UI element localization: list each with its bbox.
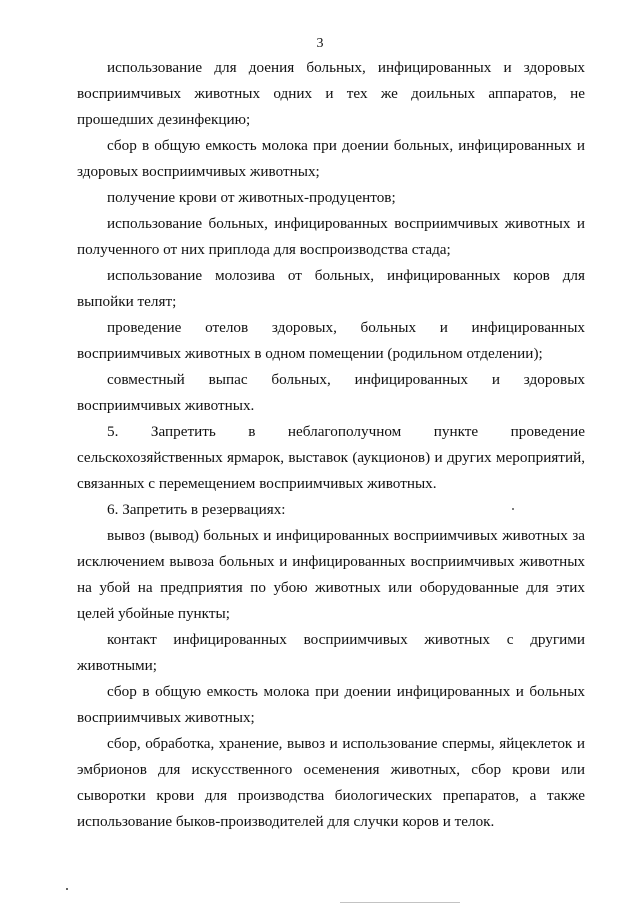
paragraph-colostrum: использование молозива от больных, инфицированных коров для выпойки телят; [77, 267, 585, 310]
paragraph-milking-equipment: использование для доения больных, инфицированных и здоровых восприимчивых животных одних и тех же доильных аппаратов, не прошедших дезинфекцию; [77, 59, 585, 128]
paragraph-contact: контакт инфицированных восприимчивых животных с другими животными; [77, 631, 585, 674]
paragraph-semen-embryos: сбор, обработка, хранение, вывоз и использование спермы, яйцеклеток и эмбрионов для искусственного осеменения животных, сбор крови или сыворотки крови для производства биологических препаратов, а также использование быков-производителей для случки коров и телок. [77, 735, 585, 830]
scan-speck [512, 508, 514, 510]
paragraph-milk-collection: сбор в общую емкость молока при доении больных, инфицированных и здоровых восприимчивых животных; [77, 137, 585, 180]
paragraph-herd-reproduction: использование больных, инфицированных восприимчивых животных и полученного от них приплода для воспроизводства стада; [77, 215, 585, 258]
paragraph-removal-animals: вывоз (вывод) больных и инфицированных восприимчивых животных за исключением вывоза больных и инфицированных восприимчивых животных на убой на предприятия по убою животных или оборудованные для этих целей убойные пункты; [77, 527, 585, 622]
paragraph-item-6-heading: 6. Запретить в резервациях: [107, 501, 286, 518]
scan-speck [66, 888, 68, 890]
page-number: 3 [316, 36, 324, 51]
paragraph-joint-grazing: совместный выпас больных, инфицированных и здоровых восприимчивых животных. [77, 371, 585, 414]
document-body [77, 55, 585, 835]
paragraph-item-5-fairs: 5. Запретить в неблагополучном пункте проведение сельскохозяйственных ярмарок, выставок (аукционов) и других мероприятий, связанных с перемещением восприимчивых животных. [77, 423, 585, 492]
paragraph-calving: проведение отелов здоровых, больных и инфицированных восприимчивых животных в одном помещении (родильном отделении); [77, 319, 585, 362]
paragraph-milk-collection-reservations: сбор в общую емкость молока при доении инфицированных и больных восприимчивых животных; [77, 683, 585, 726]
scan-edge-line [340, 902, 460, 903]
paragraph-blood-producers: получение крови от животных-продуцентов; [107, 189, 396, 206]
